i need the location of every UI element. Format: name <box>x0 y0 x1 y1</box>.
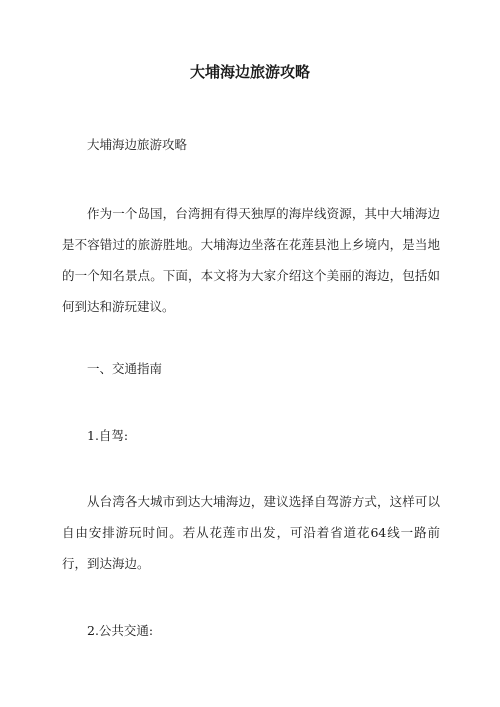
intro-paragraph: 作为一个岛国，台湾拥有得天独厚的海岸线资源，其中大埔海边是不容错过的旅游胜地。大埔海边坐落在花莲县池上乡境内，是当地的一个知名景点。下面，本文将为大家介绍这个美丽的海边，包括如何到达和游玩建议。 <box>62 206 440 314</box>
document-subtitle: 大埔海边旅游攻略 <box>87 137 188 152</box>
document-title: 大埔海边旅游攻略 <box>189 63 310 81</box>
subheading-driving: 1.自驾: <box>87 428 129 443</box>
driving-paragraph: 从台湾各大城市到达大埔海边，建议选择自驾游方式，这样可以自由安排游玩时间。若从花莲市出发，可沿着省道花64线一路前行，到达海边。 <box>62 494 440 571</box>
section-heading-transport: 一、交通指南 <box>87 361 163 376</box>
subheading-public-transport: 2.公共交通: <box>87 623 154 638</box>
